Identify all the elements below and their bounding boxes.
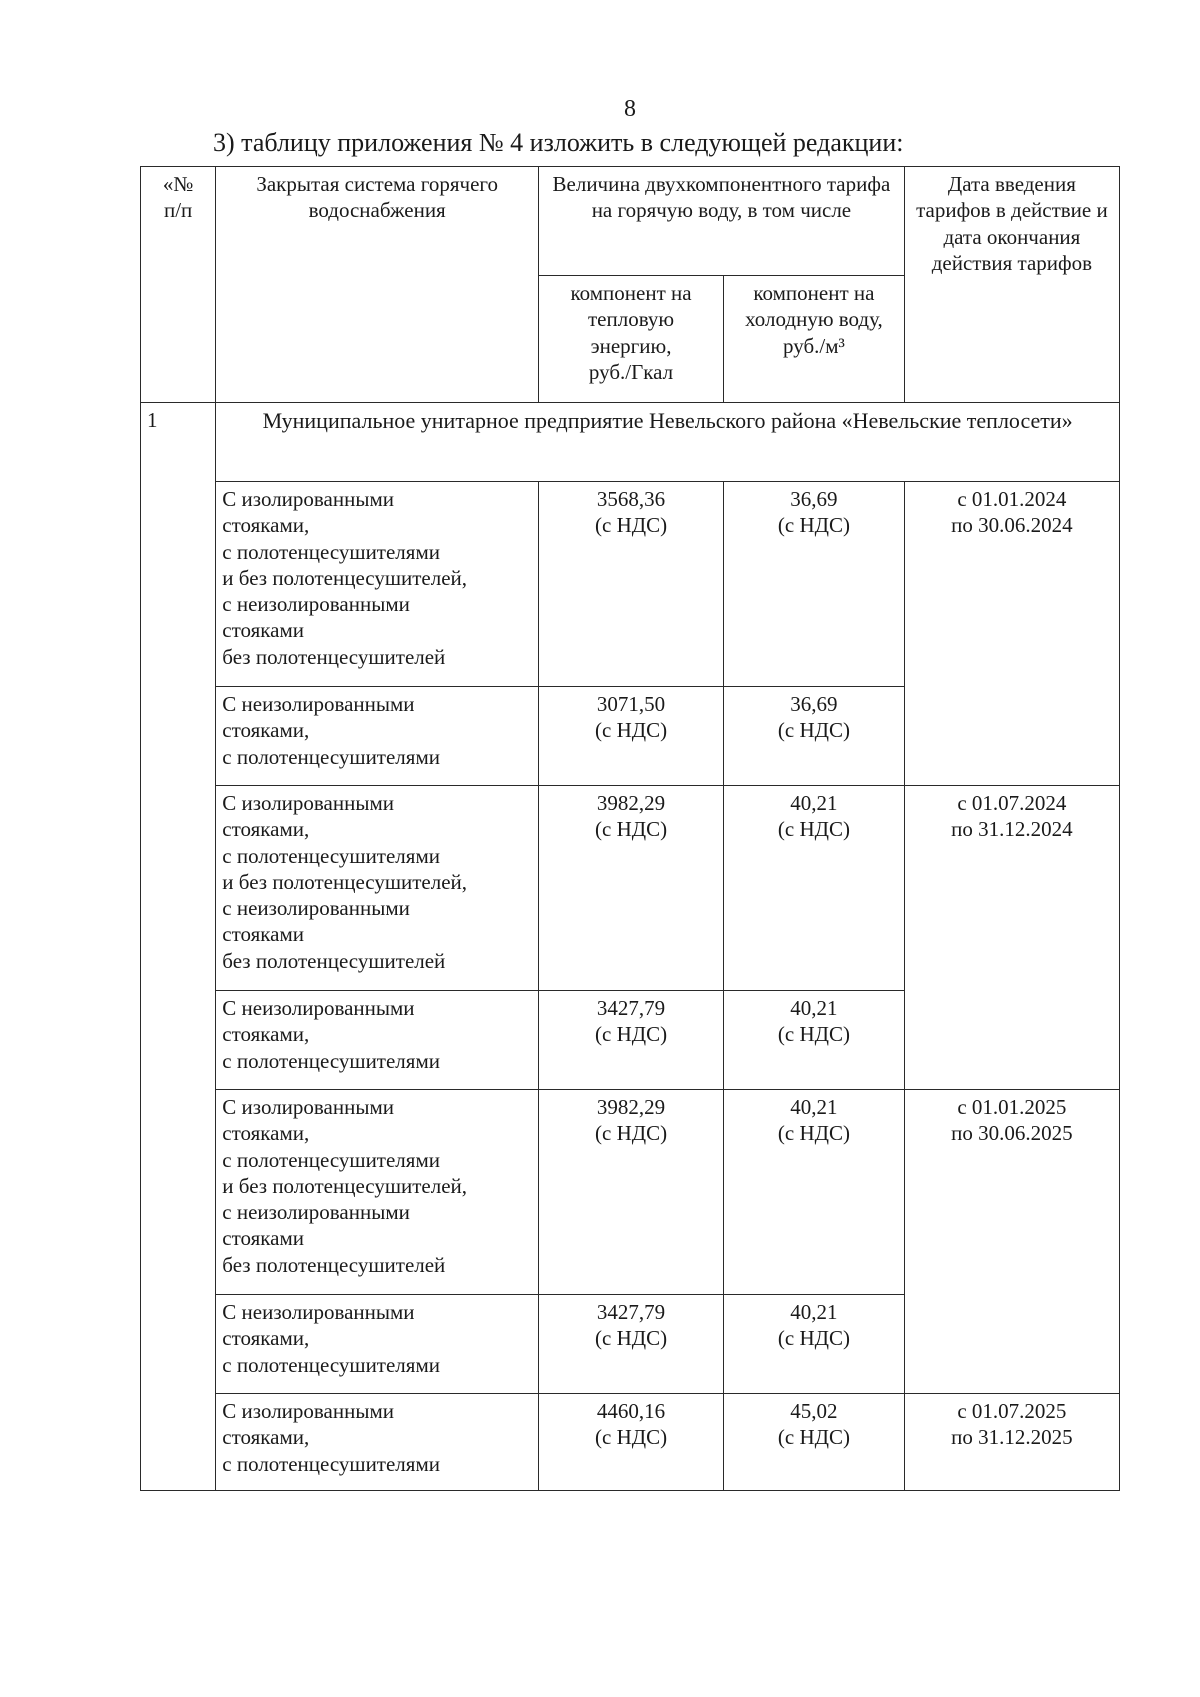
header-tariff-group: Величина двухкомпонентного тарифа на горячую воду, в том числе [539,167,905,276]
heat-value: 3982,29 (с НДС) [539,1090,724,1295]
header-num: «№ п/п [141,167,216,403]
cold-value: 40,21 (с НДС) [724,786,905,991]
intro-text: 3) таблицу приложения № 4 изложить в следующей редакции: [213,128,904,157]
heat-value: 4460,16 (с НДС) [539,1394,724,1491]
cold-value: 40,21 (с НДС) [724,991,905,1090]
table-row [141,1090,1120,1295]
cold-value: 36,69 (с НДС) [724,482,905,687]
system-description: С изолированными стояками, с полотенцесушителями [216,1394,539,1491]
header-cold-component: компонент на холодную воду, руб./м³ [724,276,905,403]
system-description: С неизолированными стояками, с полотенцесушителями [216,687,539,786]
cold-value: 40,21 (с НДС) [724,1295,905,1394]
period-dates: с 01.07.2024 по 31.12.2024 [904,786,1119,1090]
cold-value: 40,21 (с НДС) [724,1090,905,1295]
cold-value: 45,02 (с НДС) [724,1394,905,1491]
table-row [141,482,1120,687]
tariff-table [140,166,1120,1491]
page-number: 8 [624,96,636,122]
header-system: Закрытая система горячего водоснабжения [216,167,539,403]
header-dates: Дата введения тарифов в действие и дата окончания действия тарифов [904,167,1119,403]
heat-value: 3071,50 (с НДС) [539,687,724,786]
cold-value: 36,69 (с НДС) [724,687,905,786]
system-description: С неизолированными стояками, с полотенцесушителями [216,991,539,1090]
period-dates: с 01.07.2025 по 31.12.2025 [904,1394,1119,1491]
heat-value: 3427,79 (с НДС) [539,991,724,1090]
system-description: С неизолированными стояками, с полотенцесушителями [216,1295,539,1394]
header-heat-component: компонент на тепловую энергию, руб./Гкал [539,276,724,403]
system-description: С изолированными стояками, с полотенцесушителями и без полотенцесушителей, с неизолированными стояками без полотенцесушителей [216,1090,539,1295]
period-dates: с 01.01.2025 по 30.06.2025 [904,1090,1119,1394]
header-row [141,167,1120,276]
system-description: С изолированными стояками, с полотенцесушителями и без полотенцесушителей, с неизолированными стояками без полотенцесушителей [216,786,539,991]
org-row [141,403,1120,482]
org-name: Муниципальное унитарное предприятие Невельского района «Невельские теплосети» [216,403,1120,482]
heat-value: 3427,79 (с НДС) [539,1295,724,1394]
table-row [141,786,1120,991]
table-row [141,1394,1120,1491]
period-dates: с 01.01.2024 по 30.06.2024 [904,482,1119,786]
heat-value: 3982,29 (с НДС) [539,786,724,991]
heat-value: 3568,36 (с НДС) [539,482,724,687]
system-description: С изолированными стояками, с полотенцесушителями и без полотенцесушителей, с неизолированными стояками без полотенцесушителей [216,482,539,687]
row-number: 1 [141,403,216,1491]
